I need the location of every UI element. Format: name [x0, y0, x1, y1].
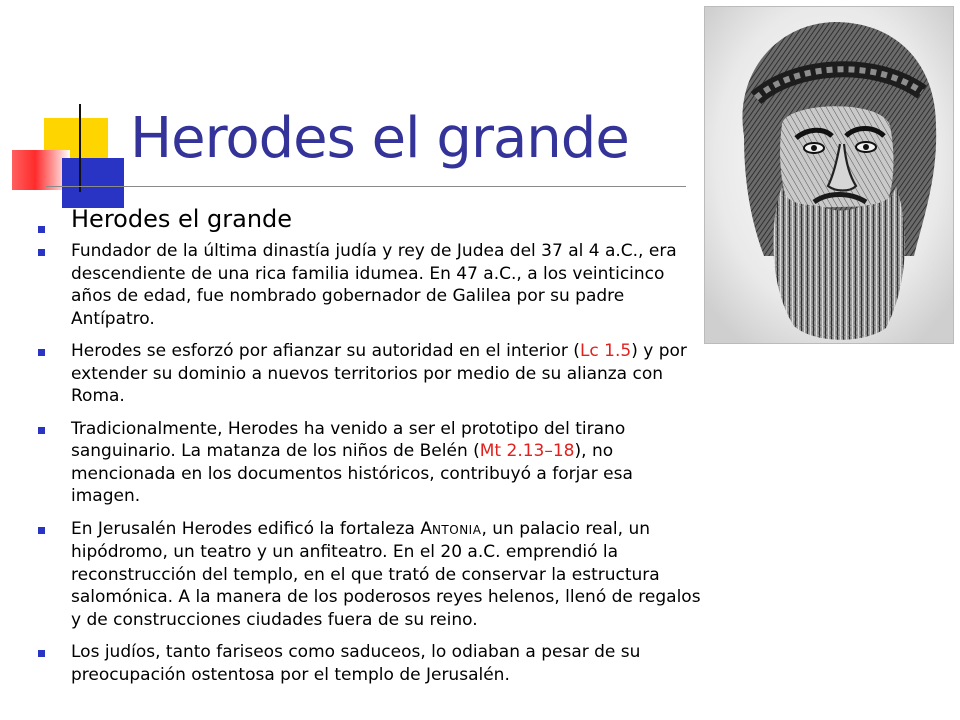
bullet-square-icon	[38, 349, 45, 356]
bullet-square-icon	[38, 226, 45, 233]
bullet-heading	[38, 204, 702, 234]
slide-title: Herodes el grande	[130, 106, 629, 171]
bullet-item	[38, 240, 702, 330]
bullet-text: Herodes se esforzó por afianzar su autoridad en el interior (	[71, 341, 580, 361]
herod-portrait-image	[704, 6, 954, 344]
bullet-heading-text: Herodes el grande	[71, 205, 293, 233]
decor-vertical-line	[79, 104, 81, 192]
bullet-list	[38, 204, 702, 696]
bullet-text: Tradicionalmente, Herodes ha venido a ser el prototipo del tirano sanguinario. La matanza de los niños de Belén (	[71, 418, 626, 461]
bullet-square-icon	[38, 650, 45, 657]
bullet-text: , un palacio real, un hipódromo, un teatro y un anfiteatro. En el 20 a.C. emprendió la reconstrucción del templo, en el que trató de conservar la estructura salomónica. A la manera de los poderosos reyes helenos, llenó de regalos y de construcciones ciudades fuera de su reino.	[71, 518, 701, 630]
bullet-text: Fundador de la última dinastía judía y rey de Judea del 37 al 4 a.C., era descendiente de una rica familia idumea. En 47 a.C., a los veinticinco años de edad, fue nombrado gobernador de Galilea por su padre Antípatro.	[71, 241, 677, 329]
title-underline	[46, 186, 686, 187]
bullet-text: Los judíos, tanto fariseos como saduceos, lo odiaban a pesar de su preocupación ostentosa por el templo de Jerusalén.	[71, 642, 641, 685]
bullet-item	[38, 418, 702, 508]
bullet-item	[38, 340, 702, 408]
decor-blue-square	[62, 158, 124, 208]
small-caps-text: NTONIA	[431, 522, 482, 537]
bullet-square-icon	[38, 527, 45, 534]
bullet-square-icon	[38, 427, 45, 434]
bullet-item	[38, 518, 702, 632]
bullet-square-icon	[38, 249, 45, 256]
scripture-reference-link[interactable]: Lc 1.5	[579, 341, 632, 361]
scripture-reference-link[interactable]: Mt 2.13–18	[479, 441, 575, 461]
bullet-item	[38, 641, 702, 686]
bullet-text: En Jerusalén Herodes edificó la fortaleza A	[71, 518, 432, 539]
bullet-text: ) y por extender su dominio a nuevos territorios por medio de su alianza con Roma.	[71, 341, 687, 406]
bullet-text: ), no mencionada en los documentos históricos, contribuyó a forjar esa imagen.	[71, 441, 633, 506]
